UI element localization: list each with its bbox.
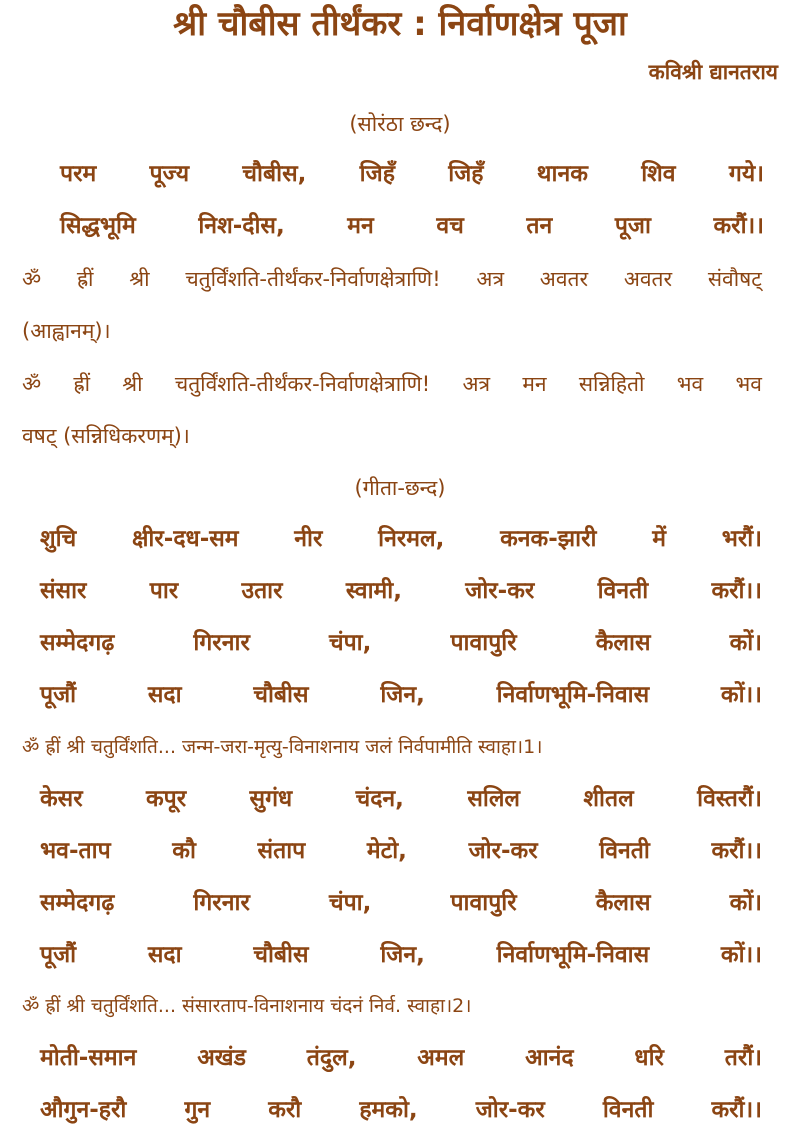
word: ह्रीं bbox=[73, 372, 91, 396]
word: निश-दीस, bbox=[198, 213, 285, 239]
verse-line bbox=[40, 885, 762, 921]
meter-heading-sortha: (सोरंठा छन्द) bbox=[349, 112, 451, 136]
word: जिहँ bbox=[448, 161, 484, 187]
word: चौबीस, bbox=[242, 161, 307, 187]
word: स्वामी, bbox=[345, 578, 402, 604]
word: अवतर bbox=[623, 267, 673, 291]
word: थानक bbox=[536, 161, 588, 187]
offering-mantra: ॐ ह्रीं श्री चतुर्विंशति... जन्म-जरा-मृत्यु-विनाशनाय जलं निर्वपामीति स्वाहा।1। bbox=[22, 736, 543, 758]
word: पावापुरि bbox=[450, 630, 517, 656]
verse-line bbox=[40, 1092, 762, 1128]
verse-line bbox=[40, 573, 762, 609]
verse-line bbox=[60, 208, 764, 244]
word: परम bbox=[60, 161, 97, 187]
verse-line bbox=[40, 1040, 762, 1076]
word: करौ bbox=[268, 1097, 302, 1123]
word: अत्र bbox=[476, 267, 505, 291]
word: संताप bbox=[257, 838, 306, 864]
verse-line bbox=[60, 156, 764, 192]
word: कैलास bbox=[595, 890, 651, 916]
word: चौबीस bbox=[253, 942, 309, 968]
word: सुगंध bbox=[249, 786, 293, 812]
word: संवौषट् bbox=[707, 267, 762, 291]
word: पूजौं bbox=[40, 682, 77, 708]
word: सदा bbox=[147, 942, 182, 968]
word: जोर-कर bbox=[465, 578, 535, 604]
verse-line bbox=[40, 677, 762, 713]
word: भरौं। bbox=[721, 526, 762, 552]
offering-mantra: ॐ ह्रीं श्री चतुर्विंशति... संसारताप-विनाशनाय चंदनं निर्व. स्वाहा।2। bbox=[22, 995, 472, 1017]
word: विनती bbox=[602, 1097, 654, 1123]
word: वच bbox=[436, 213, 464, 239]
word: मेटो, bbox=[366, 838, 407, 864]
word: गये। bbox=[728, 161, 764, 187]
word: सलिल bbox=[467, 786, 521, 812]
word: जिहँ bbox=[359, 161, 395, 187]
word: कैलास bbox=[595, 630, 651, 656]
word: ॐ bbox=[22, 372, 42, 396]
verse-line bbox=[40, 521, 762, 557]
word: करौं।। bbox=[713, 213, 764, 239]
word: ह्रीं bbox=[76, 267, 94, 291]
word: सदा bbox=[147, 682, 182, 708]
word: निर्वाणभूमि-निवास bbox=[496, 682, 650, 708]
word: पूजौं bbox=[40, 942, 77, 968]
word: करौं।। bbox=[711, 1097, 762, 1123]
word: अखंड bbox=[197, 1045, 246, 1071]
word: शिव bbox=[641, 161, 676, 187]
word: विनती bbox=[597, 578, 649, 604]
word: करौं।। bbox=[711, 578, 762, 604]
word: कों।। bbox=[720, 682, 762, 708]
word: जोर-कर bbox=[468, 838, 538, 864]
verse-line bbox=[40, 625, 762, 661]
word: विस्तरौं। bbox=[697, 786, 762, 812]
word: निरमल, bbox=[378, 526, 445, 552]
word: कों। bbox=[729, 890, 762, 916]
word: कौ bbox=[172, 838, 196, 864]
word: पूजा bbox=[614, 213, 651, 239]
word: ॐ bbox=[22, 267, 42, 291]
word: चंपा, bbox=[328, 630, 372, 656]
word: चतुर्विंशति-तीर्थंकर-निर्वाणक्षेत्राणि! bbox=[174, 372, 431, 396]
word: अवतर bbox=[539, 267, 589, 291]
word: हमको, bbox=[359, 1097, 418, 1123]
word: अमल bbox=[417, 1045, 465, 1071]
word: उतार bbox=[241, 578, 283, 604]
meter-heading-gita: (गीता-छन्द) bbox=[354, 476, 446, 500]
word: श्री bbox=[129, 267, 150, 291]
word: चौबीस bbox=[253, 682, 309, 708]
word: नीर bbox=[294, 526, 323, 552]
verse-line bbox=[40, 937, 762, 973]
word: शुचि bbox=[40, 526, 77, 552]
word: में bbox=[652, 526, 666, 552]
word: निर्वाणभूमि-निवास bbox=[496, 942, 650, 968]
word: कों।। bbox=[720, 942, 762, 968]
word: सम्मेदगढ़ bbox=[40, 890, 115, 916]
word: संसार bbox=[40, 578, 87, 604]
mantra-sannidhi-line bbox=[22, 367, 762, 401]
word: सन्निहितो bbox=[578, 372, 645, 396]
word: पार bbox=[149, 578, 179, 604]
word: तरौं। bbox=[724, 1045, 762, 1071]
word: शीतल bbox=[583, 786, 634, 812]
word: पावापुरि bbox=[450, 890, 517, 916]
word: कों। bbox=[729, 630, 762, 656]
verse-line bbox=[40, 833, 762, 869]
word: कपूर bbox=[146, 786, 187, 812]
verse-line bbox=[40, 781, 762, 817]
mantra-sannidhi-end: वषट् (सन्निधिकरणम्)। bbox=[22, 424, 190, 448]
word: भव-ताप bbox=[40, 838, 111, 864]
word: गुन bbox=[184, 1097, 211, 1123]
word: जिन, bbox=[380, 942, 425, 968]
word: गिरनार bbox=[193, 890, 250, 916]
word: मोती-समान bbox=[40, 1045, 137, 1071]
author-name: कविश्री द्यानतराय bbox=[648, 60, 778, 84]
word: सम्मेदगढ़ bbox=[40, 630, 115, 656]
word: क्षीर-दध-सम bbox=[131, 526, 239, 552]
word: श्री bbox=[122, 372, 143, 396]
word: जिन, bbox=[380, 682, 425, 708]
word: आनंद bbox=[525, 1045, 574, 1071]
word: अत्र bbox=[462, 372, 491, 396]
word: चतुर्विंशति-तीर्थंकर-निर्वाणक्षेत्राणि! bbox=[185, 267, 441, 291]
word: मन bbox=[522, 372, 547, 396]
word: तन bbox=[526, 213, 553, 239]
word: केसर bbox=[40, 786, 83, 812]
mantra-invocation-end: (आह्वानम्)। bbox=[22, 319, 111, 343]
word: भव bbox=[735, 372, 762, 396]
word: औगुन-हरौ bbox=[40, 1097, 127, 1123]
word: तंदुल, bbox=[306, 1045, 357, 1071]
word: धरि bbox=[634, 1045, 664, 1071]
word: चंपा, bbox=[328, 890, 372, 916]
word: जोर-कर bbox=[475, 1097, 545, 1123]
word: मन bbox=[347, 213, 374, 239]
word: विनती bbox=[599, 838, 650, 864]
word: पूज्य bbox=[149, 161, 190, 187]
word: भव bbox=[676, 372, 704, 396]
word: करौं।। bbox=[711, 838, 762, 864]
page-title: श्री चौबीस तीर्थंकर : निर्वाणक्षेत्र पूजा bbox=[173, 4, 627, 44]
mantra-invocation-line bbox=[22, 262, 762, 296]
word: चंदन, bbox=[355, 786, 404, 812]
word: गिरनार bbox=[193, 630, 250, 656]
word: सिद्धभूमि bbox=[60, 213, 136, 239]
word: कनक-झारी bbox=[500, 526, 597, 552]
